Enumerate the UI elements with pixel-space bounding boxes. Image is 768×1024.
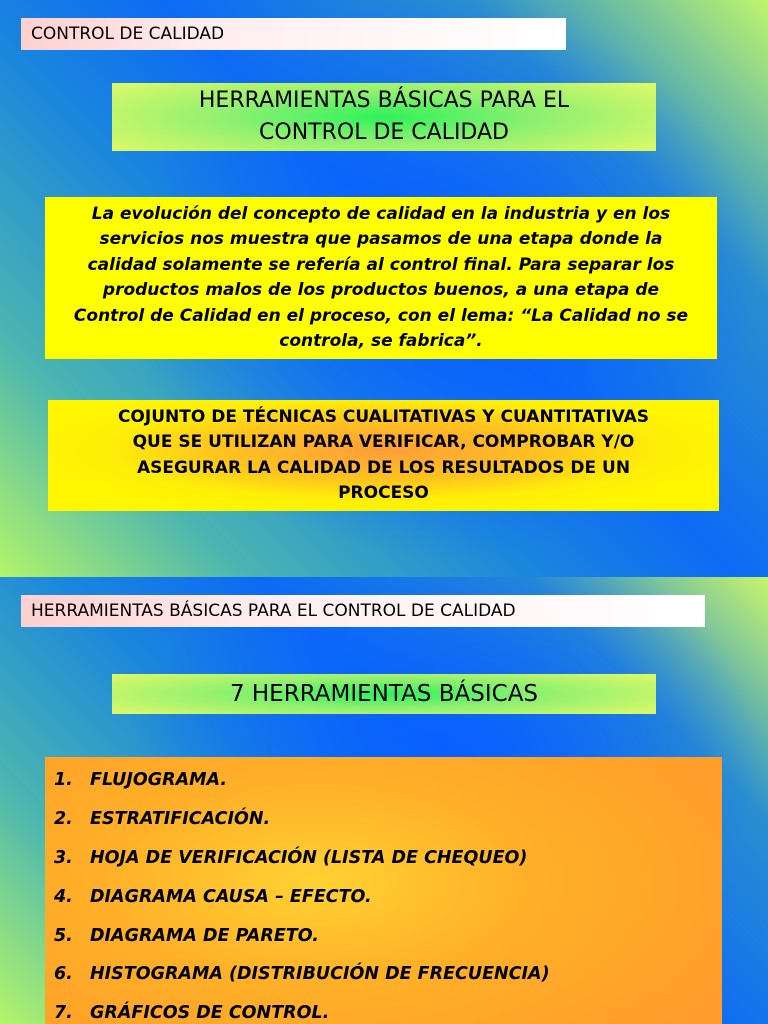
list-item-text: DIAGRAMA DE PARETO. bbox=[90, 925, 319, 946]
tools-list bbox=[45, 757, 722, 1024]
list-item-number: 7. bbox=[54, 1003, 73, 1024]
list-item bbox=[45, 955, 722, 994]
definition-line: PROCESO bbox=[338, 483, 429, 503]
slide-2 bbox=[0, 577, 768, 1024]
paragraph-line: productos malos de los productos buenos, a una etapa de bbox=[102, 280, 660, 300]
list-item-number: 4. bbox=[54, 886, 73, 907]
paragraph-line: calidad solamente se refería al control final. Para separar los bbox=[87, 254, 675, 275]
definition-line: COJUNTO DE TÉCNICAS CUALITATIVAS Y CUANTITATIVAS bbox=[117, 406, 650, 427]
slide-header-text: CONTROL DE CALIDAD bbox=[31, 24, 225, 44]
list-item-number: 2. bbox=[54, 809, 73, 830]
slide-title-text: 7 HERRAMIENTAS BÁSICAS bbox=[229, 681, 539, 707]
definition-line: QUE SE UTILIZAN PARA VERIFICAR, COMPROBAR Y/O bbox=[132, 432, 635, 452]
paragraph-line: La evolución del concepto de calidad en la industria y en los bbox=[91, 203, 671, 224]
list-item bbox=[45, 877, 722, 916]
list-item-text: GRÁFICOS DE CONTROL. bbox=[90, 1003, 330, 1024]
list-item bbox=[45, 916, 722, 955]
list-item-text: HOJA DE VERIFICACIÓN (LISTA DE CHEQUEO) bbox=[90, 847, 528, 868]
paragraph-line: Control de Calidad en el proceso, con el lema: “La Calidad no se bbox=[73, 305, 689, 326]
list-item bbox=[45, 761, 722, 800]
slide-title-line: HERRAMIENTAS BÁSICAS PARA EL bbox=[198, 88, 570, 113]
slide-header-text: HERRAMIENTAS BÁSICAS PARA EL CONTROL DE CALIDAD bbox=[31, 601, 516, 621]
slide-title-line: CONTROL DE CALIDAD bbox=[259, 120, 509, 145]
slide-title bbox=[112, 83, 656, 151]
slide-title bbox=[112, 674, 656, 714]
paragraph-line: servicios nos muestra que pasamos de una etapa donde la bbox=[99, 229, 663, 249]
list-item-number: 1. bbox=[54, 770, 73, 791]
list-item-text: FLUJOGRAMA. bbox=[90, 770, 228, 791]
list-item bbox=[45, 800, 722, 839]
list-item-number: 6. bbox=[54, 964, 73, 985]
slide-header bbox=[21, 18, 566, 50]
list-item bbox=[45, 839, 722, 878]
intro-paragraph bbox=[45, 197, 717, 359]
definition-box bbox=[48, 400, 719, 511]
slide-header bbox=[21, 595, 705, 627]
list-item-number: 3. bbox=[54, 847, 73, 868]
list-item-number: 5. bbox=[54, 925, 73, 946]
list-item bbox=[45, 994, 722, 1024]
list-item-text: DIAGRAMA CAUSA – EFECTO. bbox=[90, 886, 372, 907]
list-item-text: ESTRATIFICACIÓN. bbox=[90, 809, 271, 830]
definition-line: ASEGURAR LA CALIDAD DE LOS RESULTADOS DE UN bbox=[136, 457, 631, 478]
list-item-text: HISTOGRAMA (DISTRIBUCIÓN DE FRECUENCIA) bbox=[90, 964, 550, 985]
paragraph-line: controla, se fabrica”. bbox=[279, 331, 483, 351]
